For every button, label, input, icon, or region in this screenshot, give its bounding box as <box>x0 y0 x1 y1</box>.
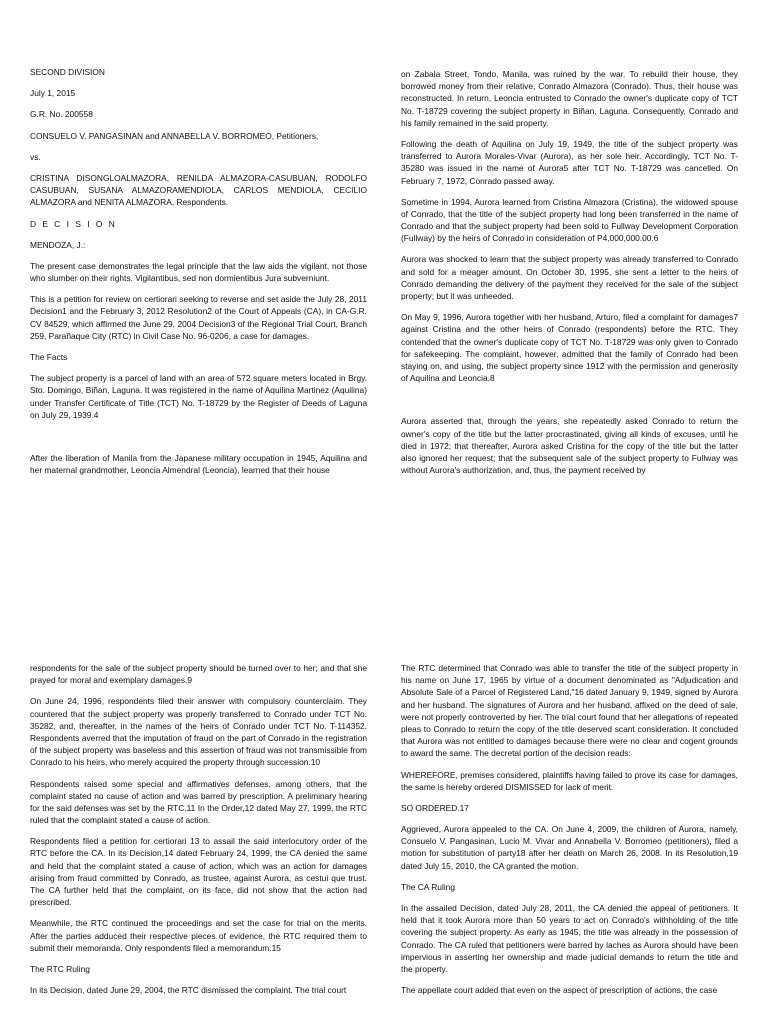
paragraph: Respondents raised some special and affirmatives defenses, among others, that the complaint stated no cause of action and was barred by prescription. A preliminary hearing for the said defenses was set by the RTC.11 In the Order,12 dated May 27, 1999, the RTC ruled that the complaint stated a cause of action. <box>30 778 367 826</box>
section-heading-ca-ruling: The CA Ruling <box>401 881 455 892</box>
paragraph: The subject property is a parcel of land with an area of 572 square meters located in Brgy. Sto. Domingo, Biñan, Laguna. It was registered in the name of Aquilina Martinez (Aquilina) under Transfer Certificate of Title (TCT) No. T-18729 by the Register of Deeds of Laguna on July 29, 1939.4 <box>30 373 367 420</box>
paragraph: Following the death of Aquilina on July 19, 1949, the title of the subject property was transferred to Aurora Morales-Vivar (Aurora), as her sole heir. Accordingly, TCT No. T-35280 was issued in the name of Aurora5 after TCT No. T-18729 was cancelled. On February 7, 1972, Conrado passed away. <box>401 138 738 186</box>
decision-date: July 1, 2015 <box>30 88 76 99</box>
quoted-dispositive: WHEREFORE, premises considered, plaintiffs having failed to prove its case for damages, the same is hereby ordered DISMISSED for lack of merit. <box>401 769 738 792</box>
paragraph: Aurora was shocked to learn that the subject property was already transferred to Conrado and sold for a meager amount. On October 30, 1995, she sent a letter to the heirs of Conrado demanding the delivery of the payment they received for the sale of the subject property; but it was unheeded. <box>401 254 738 301</box>
paragraph: on Zabala Street, Tondo, Manila, was ruined by the war. To rebuild their house, they borrowed money from their relative, Conrado Almazora (Conrado). Thus, their house was reconstructed. In return, Leoncia entrusted to Conrado the owner's duplicate copy of TCT No. T-18729 covering the subject property in Biñan, Laguna. Consequently, Conrado and his family remained in the said property. <box>401 69 738 128</box>
case-number: G.R. No. 200558 <box>30 109 93 120</box>
paragraph: The RTC determined that Conrado was able to transfer the title of the subject property in his name on June 17, 1965 by virtue of a document denominated as "Adjudication and Absolute Sale of a Parcel of Registered Land,"16 dated January 9, 1949, signed by Aurora and her husband. The signatures of Aurora and her husband, affixed on the deed of sale, were not properly controverted by her. The trial court found that her allegations of repeated pleas to Conrado to return the copy of the title deserved scant consideration. It concluded that Aurora was not entitled to damages because there were no clear and cogent grounds to award the same. The decretal portion of the decision reads: <box>401 663 738 759</box>
section-heading-facts: The Facts <box>30 352 68 362</box>
paragraph: Meanwhile, the RTC continued the proceedings and set the case for trial on the merits. After the parties adduced their respective pieces of evidence, the RTC required them to submit their memoranda. Only respondents filed a memorandum.15 <box>30 918 367 953</box>
paragraph: This is a petition for review on certiorari seeking to reverse and set aside the July 28, 2011 Decision1 and the February 3, 2012 Resolution2 of the Court of Appeals (CA), in CA-G.R. CV 84529, which affirmed the June 29, 2004 Decision3 of the Regional Trial Court, Branch 259, Parañaque City (RTC) in Civil Case No. 96-0206, a case for damages. <box>30 294 367 341</box>
paragraph: Aggrieved, Aurora appealed to the CA. On June 4, 2009, the children of Aurora, namely, Consuelo V. Pangasinan, Lucio M. Vivar and Annabella V. Borromeo (petitioners), filed a motion for substitution of party18 after her death on March 26, 2008. In its Resolution,19 dated July 15, 2010, the CA granted the motion. <box>401 824 738 871</box>
respondents: CRISTINA DISONGLOALMAZORA, RENILDA ALMAZORA-CASUBUAN, RODOLFO CASUBUAN, SUSANA ALMAZORAMENDIOLA, CARLOS MENDIOLA, CECILIO ALMAZORA and NENITA ALMAZORA, Respondents. <box>30 172 367 208</box>
spacer <box>401 393 738 415</box>
paragraph: Respondents filed a petition for certiorari 13 to assail the said interlocutory order of the RTC before the CA. In its Decision,14 dated February 24, 1999, the CA denied the same and held that the complaint stated a cause of action, which was an action for damages arising from fraud committed by Conrado, as trustee, against Aurora, as cestui que trust. The CA further held that the complaint, on its face, did not show that the action had prescribed. <box>30 836 367 908</box>
paragraph: Sometime in 1994, Aurora learned from Cristina Almazora (Cristina), the widowed spouse of Conrado, that the title of the subject property had long been transferred in the name of Conrado and that the subject property had been sold to Fullway Development Corporation (Fullway) by the heirs of Conrado in consideration of P4,000,000.00.6 <box>401 196 738 244</box>
paragraph: In its Decision, dated June 29, 2004, the RTC dismissed the complaint. The trial court <box>30 985 347 996</box>
paragraph: The present case demonstrates the legal principle that the law aids the vigilant, not those who slumber on their rights. Vigilantibus, sed non dormientibus Jura subverniunt. <box>30 260 367 284</box>
paragraph: Aurora asserted that, through the years, she repeatedly asked Conrado to return the owner's copy of the title but the latter procrastinated, giving all kinds of excuses, until he died in 1972; that thereafter, Aurora asked Cristina for the copy of the title but the latter also ignored her request; that the subsequent sale of the subject property to Fullway was without Aurora's authorization, and, thus, the payment received by <box>401 416 738 476</box>
paragraph: On June 24, 1996, respondents filed their answer with compulsory counterclaim. They countered that the subject property was properly transferred to Conrado under TCT No. 35282, and, thereafter, in the names of the heirs of Conrado under TCT No. T-114352. Respondents averred that the imputation of fraud on the part of Conrado in the registration of the subject property was baseless and this assertion of fraud was not transmissible from Conrado to his heirs, who merely acquired the property through succession.10 <box>30 696 367 768</box>
section-heading-rtc-ruling: The RTC Ruling <box>30 963 90 974</box>
document-page-bottom <box>0 660 768 1024</box>
decision-heading: D E C I S I O N <box>30 218 117 229</box>
versus: vs. <box>30 151 41 162</box>
paragraph: The appellate court added that even on the aspect of prescription of actions, the case <box>401 985 718 996</box>
spacer <box>30 430 367 452</box>
ponente: MENDOZA, J.: <box>30 239 86 250</box>
left-column <box>30 66 367 485</box>
right-column <box>401 662 738 1005</box>
so-ordered: SO ORDERED.17 <box>401 802 469 813</box>
paragraph: On May 9, 1996, Aurora together with her husband, Arturo, filed a complaint for damages7 against Cristina and the other heirs of Conrado (respondents) before the RTC. They contended that the owner's duplicate copy of TCT No. T-18729 was only given to Conrado for safekeeping. The complaint, however, admitted that the family of Conrado had been staying on, and using, the subject property since 1912 with the permission and generosity of Aquilina and Leoncia.8 <box>401 312 738 384</box>
paragraph: In the assailed Decision, dated July 28, 2011, the CA denied the appeal of petitioners. It held that it took Aurora more than 50 years to act on Conrado's withholding of the title covering the subject property. As early as 1945, the title was already in the possession of Conrado. The CA ruled that petitioners were barred by laches as Aurora should have been impervious in asserting her ownership and made judicial demands to return the title and the property. <box>401 903 738 974</box>
paragraph: respondents for the sale of the subject property should be turned over to her; and that she prayed for moral and exemplary damages.9 <box>30 663 367 686</box>
paragraph: After the liberation of Manila from the Japanese military occupation in 1945, Aquilina and her maternal grandmother, Leoncia Almendral (Leoncia), learned that their house <box>30 452 367 476</box>
division-line: SECOND DIVISION <box>30 67 105 77</box>
left-column <box>30 662 367 1005</box>
petitioners: CONSUELO V. PANGASINAN and ANNABELLA V. BORROMEO, Petitioners, <box>30 130 319 141</box>
right-column <box>401 68 738 485</box>
